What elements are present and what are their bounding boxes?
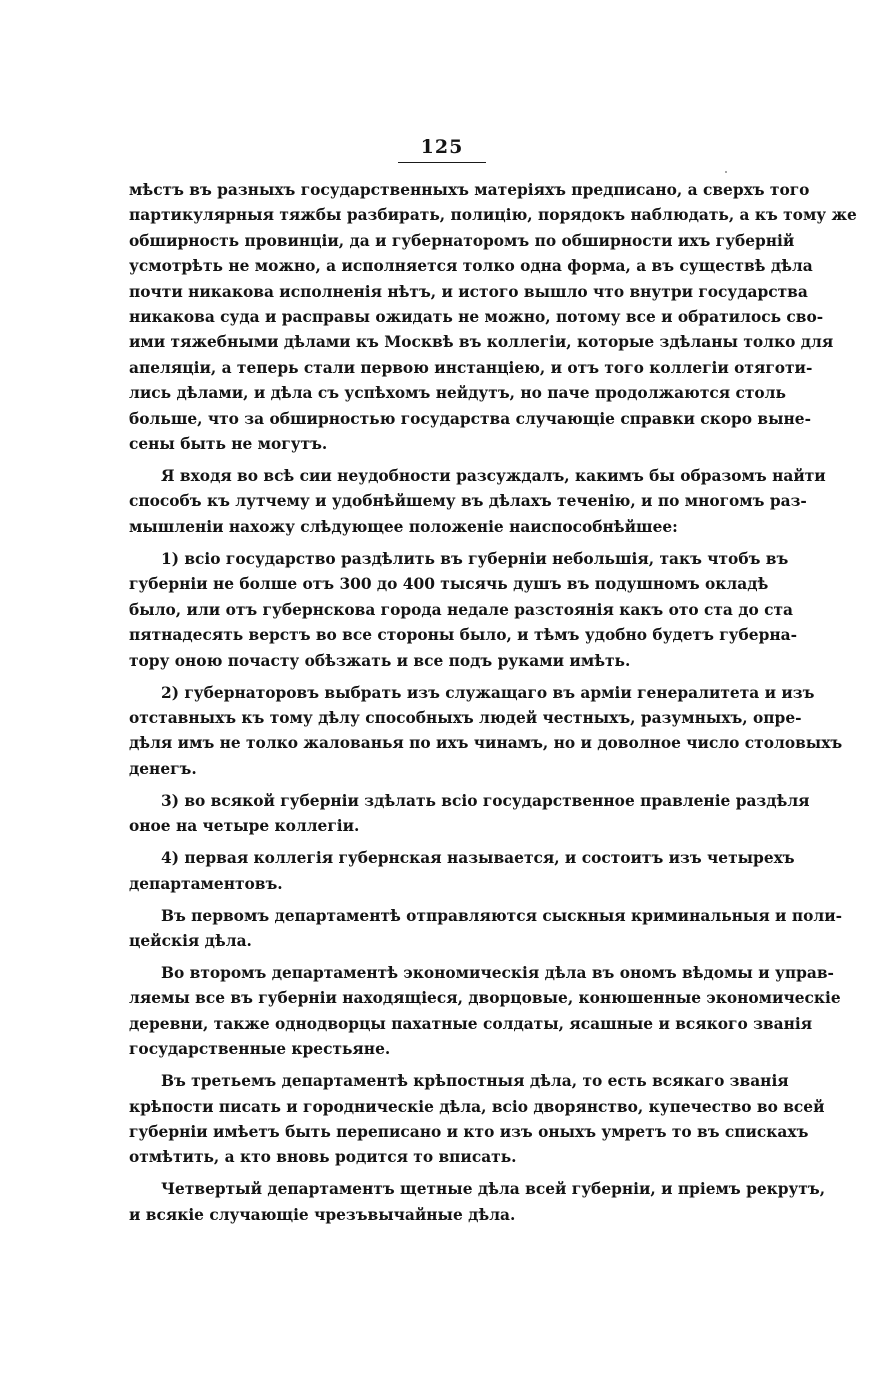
- text-line: 2) губернаторовъ выбрать изъ служащаго въ арміи генералитета и изъ: [161, 683, 815, 702]
- print-speck: [725, 171, 727, 173]
- text-line: мѣстъ въ разныхъ государственныхъ матеріяхъ предписано, а сверхъ того: [129, 181, 810, 199]
- paragraph: [129, 789, 810, 840]
- text-line: дѣля имъ не толко жалованья по ихъ чинамъ, но и доволное число столовыхъ: [129, 734, 843, 753]
- text-line: лись дѣлами, и дѣла съ успѣхомъ нейдутъ, но паче продолжаются столь: [129, 384, 786, 403]
- text-line: апеляціи, а теперь стали первою инстанціею, и отъ того коллегіи отяготи-: [129, 358, 813, 377]
- text-line: Во второмъ департаментѣ экономическія дѣла въ ономъ вѣдомы и управ-: [161, 963, 834, 982]
- text-line: Въ третьемъ департаментѣ крѣпостныя дѣла, то есть всякаго званія: [161, 1072, 789, 1091]
- text-line: губерніи не болше отъ 300 до 400 тысячь душъ въ подушномъ окладѣ: [129, 575, 769, 594]
- text-line: отставныхъ къ тому дѣлу способныхъ людей честныхъ, разумныхъ, опре-: [129, 708, 802, 727]
- text-line: деревни, также однодворцы пахатные солдаты, ясашные и всякого званія: [129, 1014, 813, 1033]
- text-line: способъ къ лутчему и удобнѣйшему въ дѣлахъ теченію, и по многомъ раз-: [129, 492, 807, 511]
- text-line: 3) во всякой губерніи здѣлать всіо государственное правленіе раздѣля: [161, 791, 810, 810]
- text-line: 1) всіо государство раздѣлить въ губерніи небольшія, такъ чтобъ въ: [161, 549, 789, 568]
- paragraph: [129, 904, 843, 955]
- text-line: Четвертый департаментъ щетные дѣла всей губерніи, и пріемъ рекрутъ,: [161, 1180, 826, 1199]
- text-line: больше, что за обширностью государства случающіе справки скоро вынe-: [129, 409, 811, 428]
- text-line: департаментовъ.: [129, 874, 283, 893]
- text-line: Въ первомъ департаментѣ отправляются сыскныя криминальныя и поли-: [161, 906, 843, 925]
- text-line: пятнадесять верстъ во все стороны было, и тѣмъ удобно будетъ губерна-: [129, 626, 797, 645]
- paragraph: [129, 681, 843, 783]
- paragraph: [129, 961, 841, 1063]
- text-line: почти никакова исполненія нѣтъ, и истого вышло что внутри государства: [129, 282, 808, 301]
- text-line: государственные крестьяне.: [129, 1040, 391, 1059]
- text-line: усмотрѣть не можно, а исполняется толко одна форма, а въ существѣ дѣла: [129, 257, 813, 276]
- text-line: 4) первая коллегія губернская называется, и состоитъ изъ четырехъ: [161, 849, 795, 868]
- text-line: тору оною почасту обѣзжать и все подъ руками имѣть.: [129, 651, 631, 670]
- text-line: мышленіи нахожу слѣдующее положеніе наиспособнѣйшее:: [129, 517, 678, 536]
- text-line: было, или отъ губернскова города недале разстоянія какъ ото ста до ста: [129, 600, 794, 619]
- text-line: ими тяжебными дѣлами къ Москвѣ въ коллегіи, которые здѣланы толко для: [129, 333, 834, 352]
- paragraph: [129, 547, 797, 674]
- body-text: [129, 178, 857, 1228]
- text-line: цейскія дѣла.: [129, 931, 252, 950]
- text-line: никакова суда и расправы ожидать не можно, потому все и обратилось сво-: [129, 308, 824, 327]
- paragraph: [129, 846, 795, 897]
- text-line: отмѣтить, а кто вновь родится то вписать.: [129, 1148, 517, 1167]
- paragraph: [129, 464, 826, 540]
- text-line: губерніи имѣетъ быть переписано и кто изъ оныхъ умретъ то въ спискахъ: [129, 1122, 809, 1141]
- text-line: оное на четыре коллегіи.: [129, 817, 360, 836]
- text-line: сены быть не могутъ.: [129, 435, 328, 454]
- text-line: партикулярныя тяжбы разбирать, полицію, порядокъ наблюдать, а къ тому же: [129, 206, 857, 225]
- text-line: ляемы все въ губерніи находящіеся, дворцовые, конюшенные экономическіе: [129, 989, 841, 1008]
- paragraph: [129, 1177, 826, 1228]
- paragraph: [129, 1069, 825, 1171]
- text-line: денегъ.: [129, 759, 197, 778]
- paragraph: [129, 178, 857, 457]
- text-line: Я входя во всѣ сии неудобности разсуждалъ, какимъ бы образомъ найти: [161, 467, 826, 486]
- text-line: обширность провинціи, да и губернаторомъ по обширности ихъ губерній: [129, 231, 795, 250]
- text-line: и всякіе случающіе чрезъвычайные дѣла.: [129, 1205, 516, 1224]
- page-number: 125: [420, 136, 464, 158]
- text-line: крѣпости писать и городническіе дѣла, всіо дворянство, купечество во всей: [129, 1097, 825, 1116]
- header-rule: [398, 162, 486, 163]
